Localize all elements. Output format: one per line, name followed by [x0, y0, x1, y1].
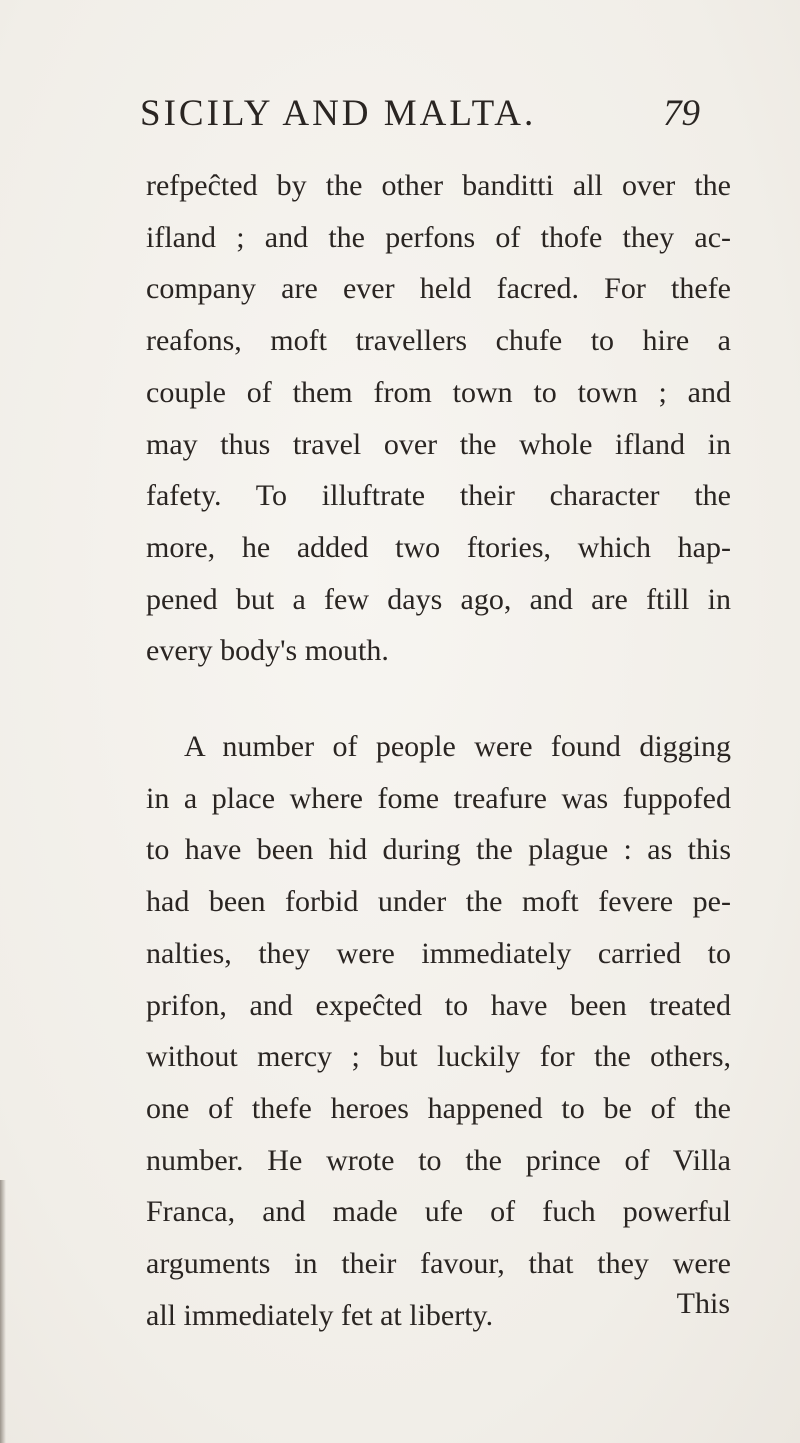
running-head: [140, 92, 700, 152]
page-number: 79: [663, 93, 700, 134]
text-line: one of thefe heroes happened to be of the: [146, 1091, 731, 1125]
text-line: company are ever held facred. For thefe: [146, 272, 731, 306]
text-line: in a place where fome treafure was fuppofed: [146, 781, 731, 815]
text-line: A number of people were found digging: [184, 730, 731, 764]
text-line: all immediately fet at liberty.: [146, 1298, 494, 1332]
text-line: fafety. To illuftrate their character the: [146, 479, 731, 513]
text-line: may thus travel over the whole ifland in: [146, 427, 731, 461]
text-line: arguments in their favour, that they were: [146, 1247, 731, 1281]
text-line: every body's mouth.: [146, 634, 389, 668]
text-line: number. He wrote to the prince of Villa: [146, 1143, 731, 1177]
text-line: prifon, and expeĉted to have been treated: [146, 988, 731, 1022]
running-title: SICILY AND MALTA.: [140, 93, 537, 134]
text-line: nalties, they were immediately carried to: [146, 936, 731, 970]
text-line: couple of them from town to town ; and: [146, 375, 731, 409]
text-line: pened but a few days ago, and are ftill in: [146, 582, 731, 616]
text-line: ifland ; and the perfons of thofe they ac-: [146, 220, 731, 254]
text-line: more, he added two ftories, which hap-: [146, 530, 731, 564]
text-line: had been forbid under the moft fevere pe-: [146, 885, 731, 919]
paragraph: [146, 160, 731, 677]
text-line: refpeĉted by the other banditti all over the: [146, 169, 731, 202]
text-line: Franca, and made ufe of fuch powerful: [146, 1195, 731, 1229]
page-edge-shadow: [0, 1180, 6, 1443]
text-line: to have been hid during the plague : as this: [146, 833, 731, 867]
paragraph-gap: [146, 677, 731, 721]
paragraph: [146, 721, 731, 1341]
body-text: [146, 160, 731, 1341]
text-line: reafons, moft travellers chufe to hire a: [146, 324, 731, 358]
text-line: without mercy ; but luckily for the others,: [146, 1040, 731, 1074]
catchword: This: [676, 1287, 730, 1320]
